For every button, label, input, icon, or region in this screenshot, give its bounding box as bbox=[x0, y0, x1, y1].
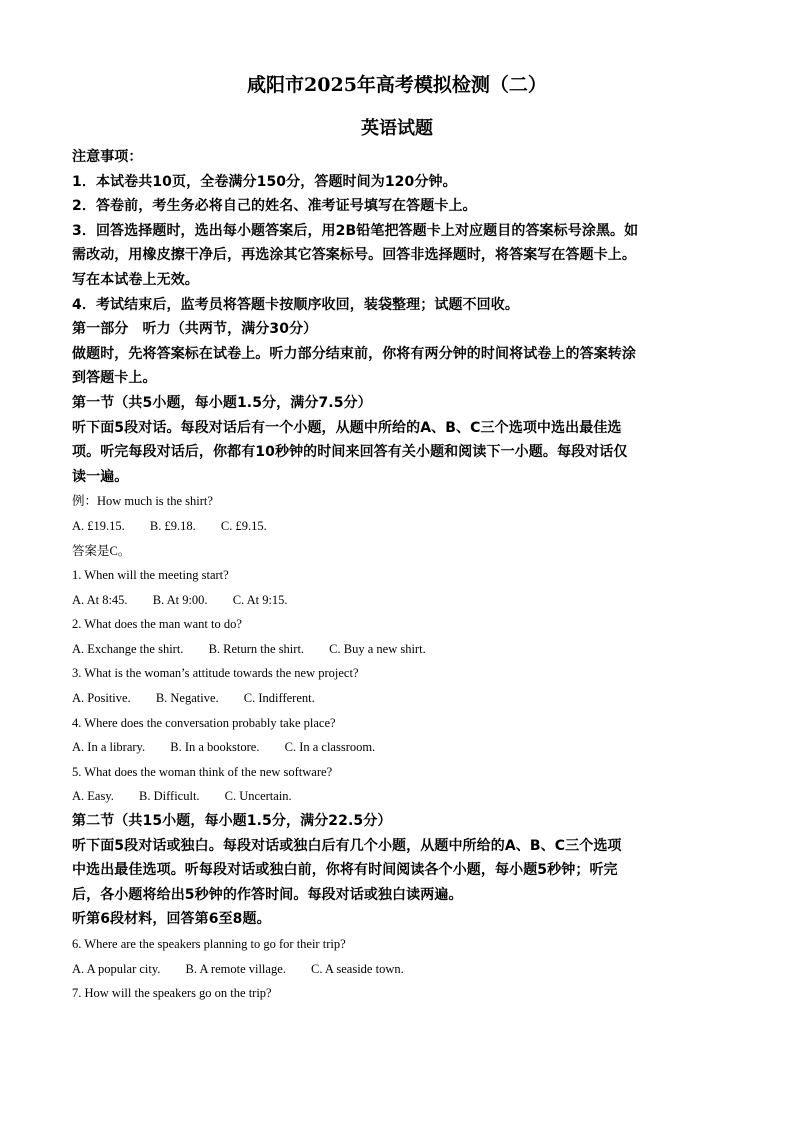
question: 2. What does the man want to do? bbox=[72, 617, 242, 632]
material-note: 听第6段材料，回答第6至8题。 bbox=[72, 911, 271, 928]
option: B. Return the shirt. bbox=[208, 641, 305, 656]
section2-intro: 后，各小题将给出5秒钟的作答时间。每段对话或独白读两遍。 bbox=[72, 886, 463, 903]
question: 4. Where does the conversation probably take place? bbox=[72, 715, 336, 730]
question-options bbox=[72, 588, 722, 613]
section1-intro: 项。听完每段对话后，你都有10秒钟的时间来回答有关小题和阅读下一小题。每段对话仅 bbox=[72, 444, 628, 461]
section2-intro: 中选出最佳选项。听每段对话或独白前，你将有时间阅读各个小题，每小题5秒钟；听完 bbox=[72, 862, 618, 879]
notice-item: 3．回答选择题时，选出每小题答案后，用2B铅笔把答题卡上对应题目的答案标号涂黑。如 bbox=[72, 222, 639, 239]
exam-content bbox=[72, 145, 722, 1006]
notice-item: 1．本试卷共10页，全卷满分150分，答题时间为120分钟。 bbox=[72, 173, 457, 190]
option: B. £9.18. bbox=[149, 518, 196, 533]
option: A. £19.15. bbox=[72, 518, 125, 533]
option: B. A remote village. bbox=[185, 961, 286, 976]
option: A. Exchange the shirt. bbox=[72, 641, 184, 656]
example-question: 例：How much is the shirt? bbox=[72, 494, 213, 509]
part1-intro: 到答题卡上。 bbox=[72, 370, 157, 387]
option: C. Uncertain. bbox=[224, 789, 292, 804]
question: 3. What is the woman’s attitude towards the new project? bbox=[72, 666, 359, 681]
option: B. Negative. bbox=[155, 691, 219, 706]
example-answer: 答案是C。 bbox=[72, 543, 131, 558]
question: 1. When will the meeting start? bbox=[72, 568, 229, 583]
section2-heading: 第二节（共15小题，每小题1.5分，满分22.5分） bbox=[72, 813, 392, 830]
part1-heading: 第一部分 听力（共两节，满分30分） bbox=[72, 321, 318, 338]
option: A. At 8:45. bbox=[72, 592, 128, 607]
question-options bbox=[72, 957, 722, 982]
option: B. In a bookstore. bbox=[170, 740, 260, 755]
option: B. Difficult. bbox=[139, 789, 200, 804]
section1-intro: 读一遍。 bbox=[72, 468, 129, 485]
question: 6. Where are the speakers planning to go for their trip? bbox=[72, 937, 346, 951]
option: A. Positive. bbox=[72, 691, 131, 706]
question-options bbox=[72, 686, 722, 711]
question: 7. How will the speakers go on the trip? bbox=[72, 986, 272, 1001]
notice-item: 需改动，用橡皮擦干净后，再选涂其它答案标号。回答非选择题时，将答案写在答题卡上。 bbox=[72, 247, 636, 264]
section2-intro: 听下面5段对话或独白。每段对话或独白后有几个小题，从题中所给的A、B、C三个选项 bbox=[72, 837, 622, 854]
part1-intro: 做题时，先将答案标在试卷上。听力部分结束前，你将有两分钟的时间将试卷上的答案转涂 bbox=[72, 345, 636, 362]
question-options bbox=[72, 637, 722, 662]
option: A. In a library. bbox=[72, 740, 146, 755]
option: C. £9.15. bbox=[220, 518, 267, 533]
option: B. At 9:00. bbox=[152, 592, 208, 607]
notice-item: 4．考试结束后，监考员将答题卡按顺序收回，装袋整理；试题不回收。 bbox=[72, 296, 519, 313]
section1-heading: 第一节（共5小题，每小题1.5分，满分7.5分） bbox=[72, 394, 372, 411]
exam-subtitle: 英语试题 bbox=[361, 118, 433, 139]
option: C. A seaside town. bbox=[311, 961, 404, 976]
option: C. At 9:15. bbox=[232, 592, 288, 607]
question: 5. What does the woman think of the new software? bbox=[72, 764, 333, 779]
exam-title: 咸阳市2025年高考模拟检测（二） bbox=[247, 74, 547, 96]
question-options bbox=[72, 735, 722, 760]
option: C. Indifferent. bbox=[243, 691, 315, 706]
notice-item: 写在本试卷上无效。 bbox=[72, 271, 199, 288]
notice-item: 2．答卷前，考生务必将自己的姓名、准考证号填写在答题卡上。 bbox=[72, 198, 477, 215]
question-options bbox=[72, 784, 722, 809]
option: A. A popular city. bbox=[72, 961, 161, 976]
option: A. Easy. bbox=[72, 789, 114, 804]
example-options bbox=[72, 514, 722, 539]
option: C. Buy a new shirt. bbox=[329, 641, 426, 656]
option: C. In a classroom. bbox=[284, 740, 376, 755]
notice-heading: 注意事项： bbox=[72, 149, 143, 165]
section1-intro: 听下面5段对话。每段对话后有一个小题，从题中所给的A、B、C三个选项中选出最佳选 bbox=[72, 419, 622, 436]
